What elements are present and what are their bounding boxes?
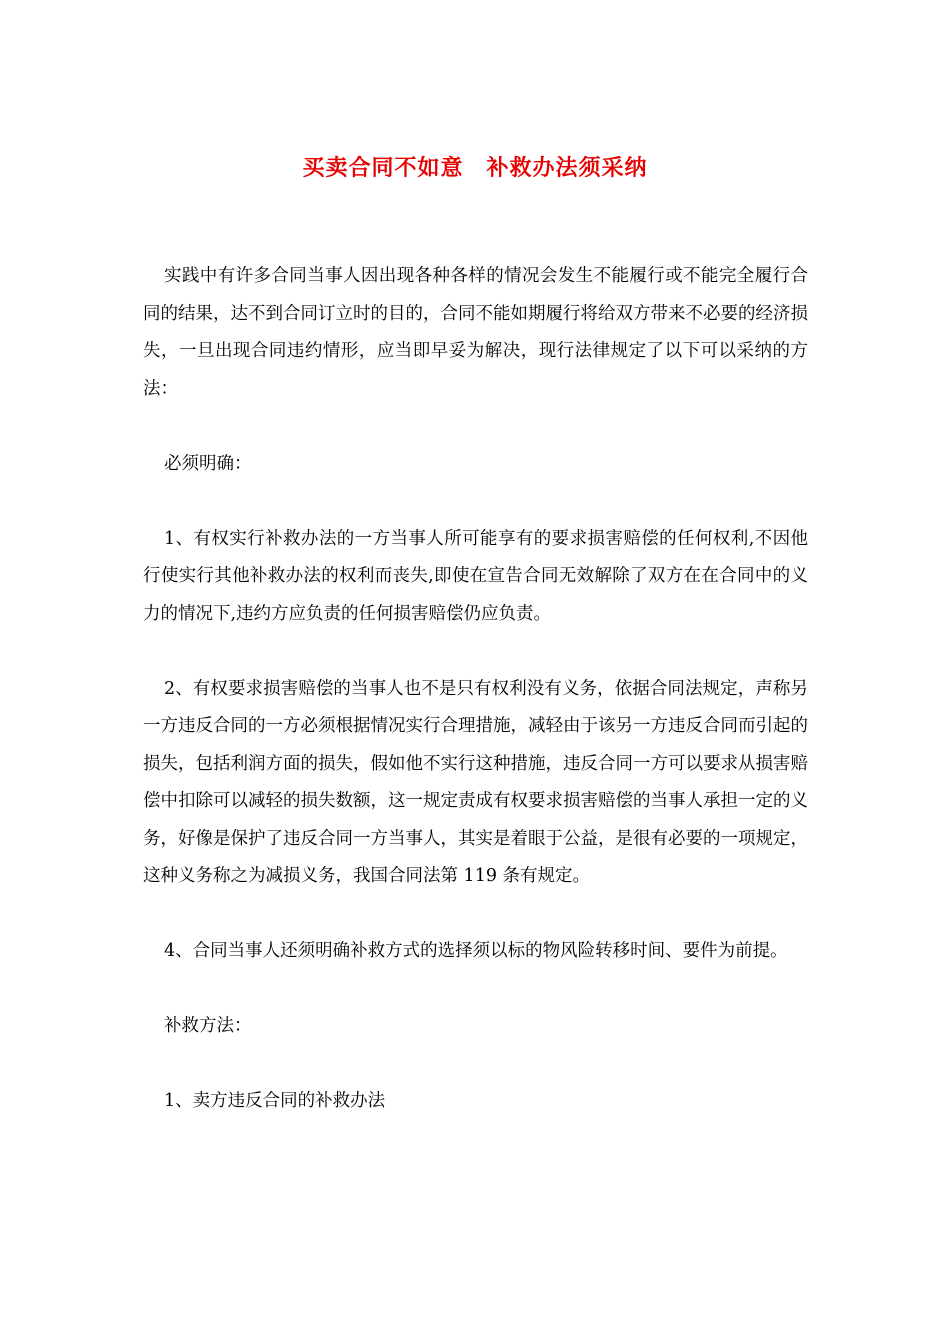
paragraph-point-1: 1、有权实行补救办法的一方当事人所可能享有的要求损害赔偿的任何权利,不因他行使实行其他补救办法的权利而丧失,即使在宣告合同无效解除了双方在在合同中的义力的情况下,违约方应负责的任何损害赔偿仍应负责。 bbox=[143, 528, 808, 624]
paragraph-point-4: 4、合同当事人还须明确补救方式的选择须以标的物风险转移时间、要件为前提。 bbox=[164, 941, 788, 961]
paragraph-point-2: 2、有权要求损害赔偿的当事人也不是只有权利没有义务，依据合同法规定，声称另一方违反合同的一方必须根据情况实行合理措施，减轻由于该另一方违反合同而引起的损失，包括利润方面的损失，假如他不实行这种措施，违反合同一方可以要求从损害赔偿中扣除可以减轻的损失数额，这一规定责成有权要求损害赔偿的当事人承担一定的义务，好像是保护了违反合同一方当事人，其实是着眼于公益，是很有必要的一项规定，这种义务称之为减损义务，我国合同法第 119 条有规定。 bbox=[143, 678, 808, 886]
document-title: 买卖合同不如意 补救办法须采纳 bbox=[302, 155, 648, 181]
paragraph-remedy-methods: 补救方法： bbox=[164, 1016, 252, 1036]
paragraph-intro: 实践中有许多合同当事人因出现各种各样的情况会发生不能履行或不能完全履行合同的结果，达不到合同订立时的目的，合同不能如期履行将给双方带来不必要的经济损失，一旦出现合同违约情形，应当即早妥为解决，现行法律规定了以下可以采纳的方法： bbox=[143, 266, 808, 399]
paragraph-seller-remedy: 1、卖方违反合同的补救办法 bbox=[164, 1091, 386, 1111]
paragraph-must-clarify: 必须明确： bbox=[164, 453, 252, 474]
document-body bbox=[143, 258, 808, 1158]
